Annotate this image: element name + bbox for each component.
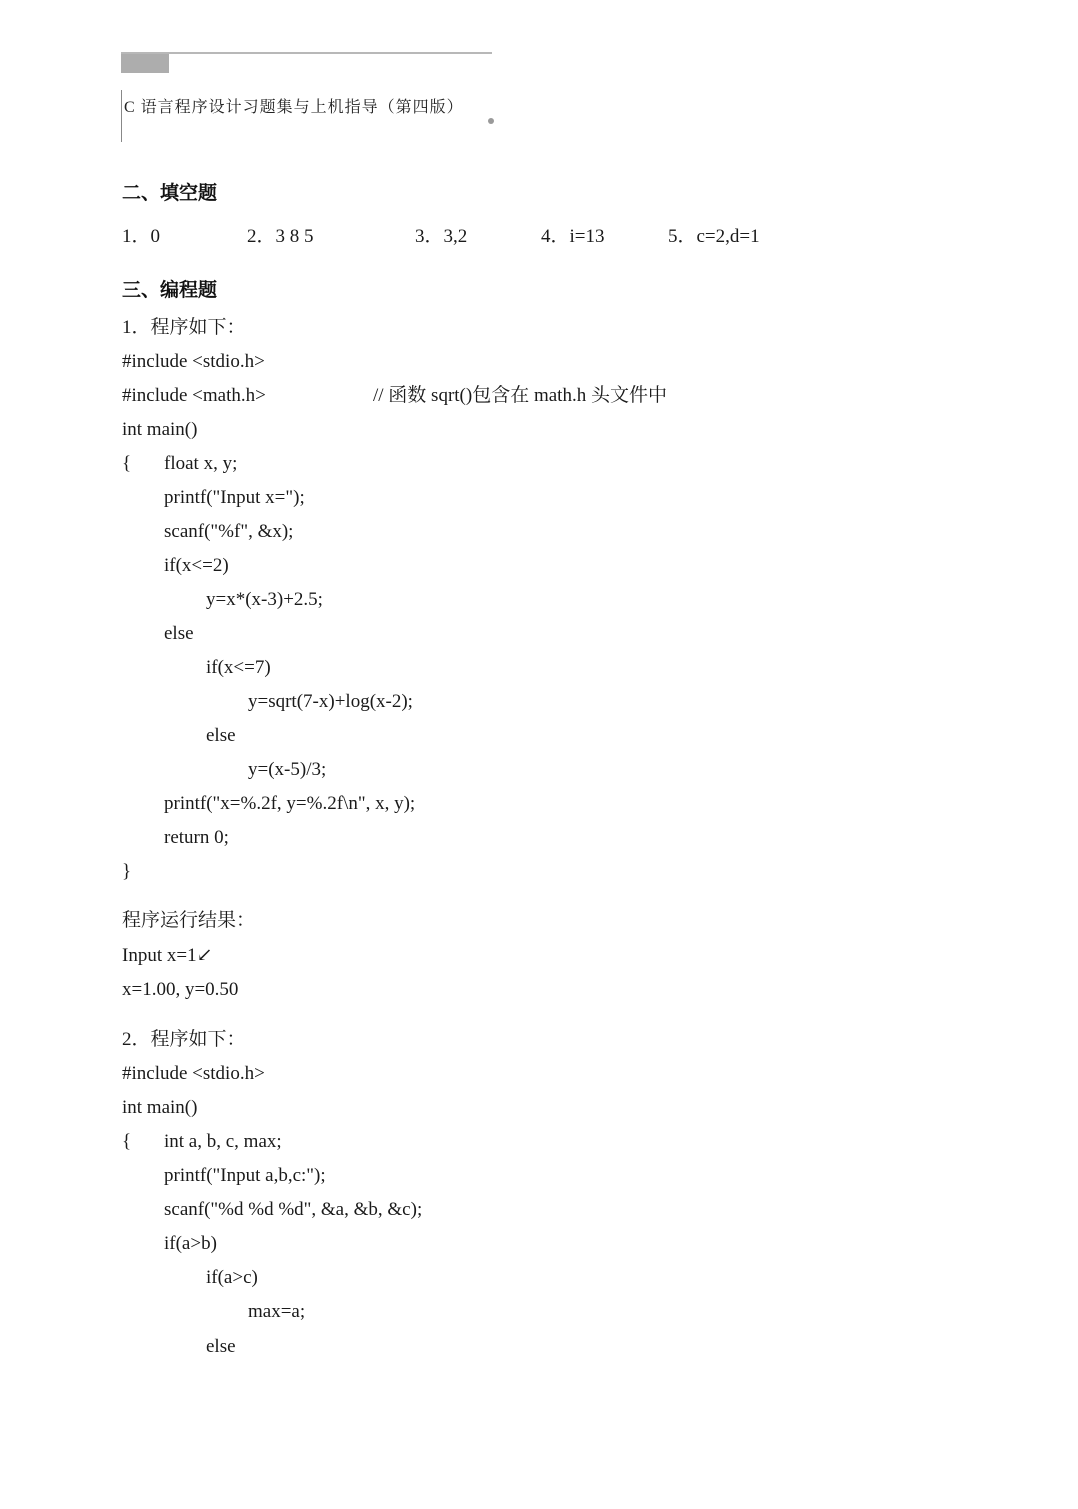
code-line: int main() xyxy=(122,419,198,440)
code-line: printf("x=%.2f, y=%.2f\n", x, y); xyxy=(164,793,416,814)
code-line: scanf("%d %d %d", &a, &b, &c); xyxy=(164,1199,423,1220)
header-gray-block xyxy=(121,54,169,73)
code-line: #include <stdio.h> xyxy=(122,1063,265,1084)
program-1-intro: 1．程序如下： xyxy=(122,317,246,338)
program-2-intro: 2．程序如下： xyxy=(122,1029,246,1050)
answer-2: 2．3 8 5 xyxy=(247,226,314,247)
code-line: int main() xyxy=(122,1097,198,1118)
result-line: x=1.00, y=0.50 xyxy=(122,979,239,1000)
code-line: max=a; xyxy=(248,1301,306,1322)
code-brace-open: { xyxy=(122,1131,132,1152)
code-line: scanf("%f", &x); xyxy=(164,521,294,542)
result-line: Input x=1↙ xyxy=(122,945,213,966)
fill-blank-heading: 二、填空题 xyxy=(122,182,218,204)
answer-1: 1．0 xyxy=(122,226,161,247)
code-line: y=x*(x-3)+2.5; xyxy=(206,589,323,610)
code-line: else xyxy=(206,1336,236,1357)
code-line: y=sqrt(7-x)+log(x-2); xyxy=(248,691,413,712)
code-line: int a, b, c, max; xyxy=(164,1131,282,1152)
book-title: C 语言程序设计习题集与上机指导（第四版） xyxy=(124,99,464,116)
header-vertical-rule xyxy=(121,90,122,142)
code-line: if(a>b) xyxy=(164,1233,217,1254)
answer-4: 4．i=13 xyxy=(541,226,605,247)
code-line: return 0; xyxy=(164,827,229,848)
code-line: float x, y; xyxy=(164,453,238,474)
code-line: #include <math.h> xyxy=(122,385,266,406)
programming-heading: 三、编程题 xyxy=(122,279,218,301)
answer-5: 5．c=2,d=1 xyxy=(668,226,760,247)
code-line: if(a>c) xyxy=(206,1267,258,1288)
header-rule xyxy=(121,52,492,54)
code-line: y=(x-5)/3; xyxy=(248,759,327,780)
code-brace-open: { xyxy=(122,453,132,474)
code-line: printf("Input x="); xyxy=(164,487,305,508)
answer-3: 3．3,2 xyxy=(415,226,468,247)
code-line: else xyxy=(164,623,194,644)
code-line: if(x<=7) xyxy=(206,657,271,678)
code-line: printf("Input a,b,c:"); xyxy=(164,1165,326,1186)
header-dot xyxy=(488,118,494,124)
code-line: #include <stdio.h> xyxy=(122,351,265,372)
code-brace-close: } xyxy=(122,861,132,882)
code-line: else xyxy=(206,725,236,746)
code-comment: // 函数 sqrt()包含在 math.h 头文件中 xyxy=(373,385,667,406)
result-label: 程序运行结果： xyxy=(122,910,256,931)
code-line: if(x<=2) xyxy=(164,555,229,576)
